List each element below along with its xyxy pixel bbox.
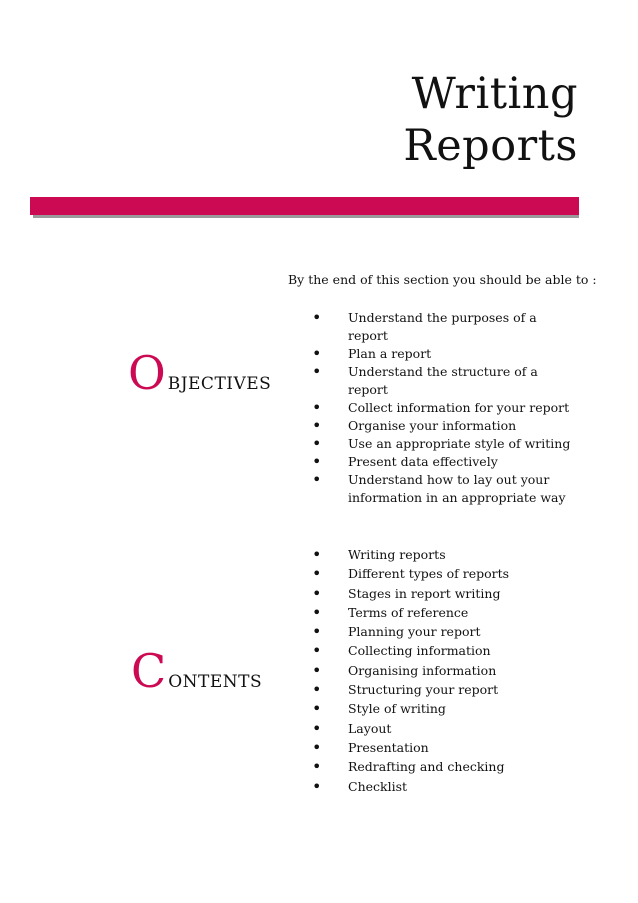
objective-item: • Present data effectively (312, 453, 572, 471)
contents-item: • Different types of reports (312, 564, 572, 583)
contents-item: • Stages in report writing (312, 584, 572, 603)
objective-item: • Plan a report (312, 345, 572, 363)
title-line-2: Reports (403, 121, 578, 171)
contents-item: • Style of writing (312, 699, 572, 718)
objective-item: • Understand the purposes of a report (312, 309, 572, 345)
objective-item: • Collect information for your report (312, 399, 572, 417)
objectives-intro: By the end of this section you should be able to : (288, 272, 597, 287)
divider-bar-shadow (33, 215, 579, 218)
objective-item: • Use an appropriate style of writing (312, 435, 572, 453)
contents-item: • Layout (312, 719, 572, 738)
contents-item: • Planning your report (312, 622, 572, 641)
page-title (403, 68, 578, 172)
contents-list (312, 545, 572, 796)
contents-item: • Structuring your report (312, 680, 572, 699)
objective-item: • Organise your information (312, 417, 572, 435)
objectives-heading (128, 346, 272, 400)
contents-heading-initial: C (131, 644, 167, 698)
contents-item: • Collecting information (312, 641, 572, 660)
divider-bar-fill (30, 197, 579, 215)
contents-item: • Writing reports (312, 545, 572, 564)
title-divider-bar (30, 197, 579, 218)
contents-heading-text: ONTENTS (168, 672, 263, 692)
objective-item: • Understand the structure of a report (312, 363, 572, 399)
objectives-heading-initial: O (128, 346, 166, 400)
contents-item: • Checklist (312, 777, 572, 796)
objectives-heading-text: BJECTIVES (167, 374, 272, 394)
objectives-list (312, 309, 572, 507)
contents-item: • Terms of reference (312, 603, 572, 622)
contents-item: • Organising information (312, 661, 572, 680)
objective-item: • Understand how to lay out your information in an appropriate way (312, 471, 572, 507)
title-line-1: Writing (411, 69, 578, 119)
contents-heading (131, 644, 263, 698)
contents-item: • Redrafting and checking (312, 757, 572, 776)
contents-item: • Presentation (312, 738, 572, 757)
